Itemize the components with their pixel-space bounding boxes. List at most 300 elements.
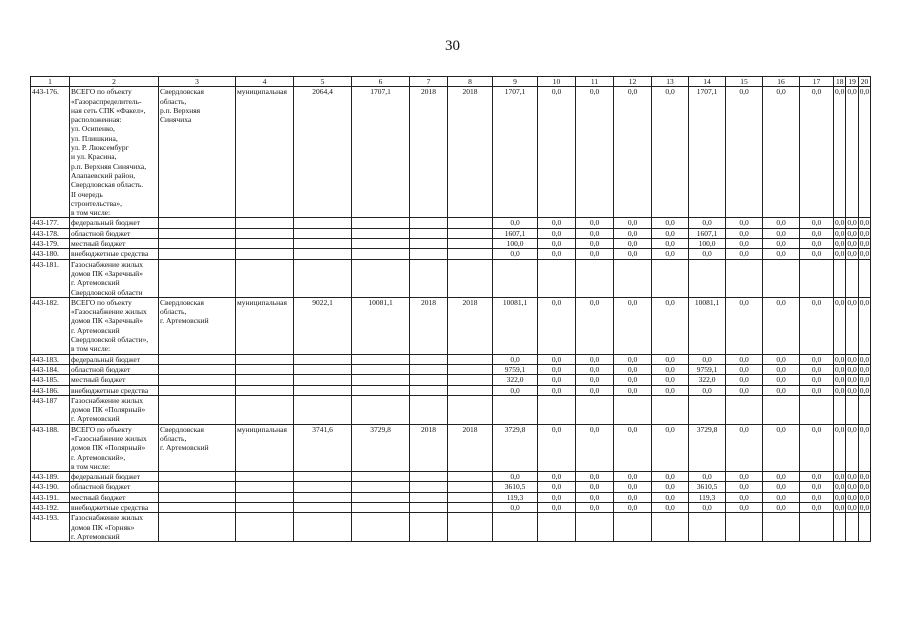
table-cell: 0,0 bbox=[800, 424, 834, 471]
table-cell bbox=[352, 239, 410, 249]
table-cell: 0,0 bbox=[763, 228, 800, 238]
table-cell: 0,0 bbox=[726, 364, 763, 374]
table-cell: 322,0 bbox=[493, 375, 538, 385]
table-cell: 0,0 bbox=[726, 249, 763, 259]
table-cell bbox=[352, 249, 410, 259]
table-row bbox=[31, 218, 871, 228]
table-cell: 10081,1 bbox=[493, 297, 538, 354]
table-cell: 0,0 bbox=[763, 424, 800, 471]
table-cell: 2018 bbox=[410, 87, 448, 218]
table-cell: 0,0 bbox=[847, 228, 857, 238]
table-cell: 0,0 bbox=[726, 218, 763, 228]
table-cell bbox=[448, 395, 493, 424]
table-row bbox=[31, 259, 871, 297]
table-cell bbox=[493, 395, 538, 424]
table-cell: 0,0 bbox=[763, 492, 800, 502]
table-cell: 0,0 bbox=[800, 228, 834, 238]
table-cell: 0,0 bbox=[846, 297, 858, 354]
table-cell: 0,0 bbox=[576, 375, 614, 385]
table-cell: 0,0 bbox=[763, 375, 800, 385]
table-cell: 0,0 bbox=[689, 354, 726, 364]
table-cell bbox=[159, 385, 236, 395]
table-cell: 443-179. bbox=[31, 239, 70, 249]
table-cell: 0,0 bbox=[763, 297, 800, 354]
table-cell bbox=[763, 395, 800, 424]
table-cell: 443-191. bbox=[31, 492, 70, 502]
table-cell: 0,0 bbox=[614, 503, 652, 513]
table-cell: 0,0 bbox=[726, 239, 763, 249]
table-cell: 0,0 bbox=[652, 354, 689, 364]
program-table bbox=[30, 76, 871, 542]
table-cell bbox=[576, 395, 614, 424]
table-row bbox=[31, 424, 871, 471]
table-cell: 0,0 bbox=[576, 249, 614, 259]
table-cell: федеральный бюджет bbox=[70, 218, 159, 228]
table-cell bbox=[352, 228, 410, 238]
table-cell: 9759,1 bbox=[689, 364, 726, 374]
table-cell bbox=[410, 218, 448, 228]
table-cell bbox=[410, 513, 448, 542]
table-cell: внебюджетные средства bbox=[70, 503, 159, 513]
column-number: 1 bbox=[31, 77, 70, 87]
table-cell bbox=[352, 492, 410, 502]
table-cell: 10081,1 bbox=[352, 297, 410, 354]
table-cell: 0,0 bbox=[800, 472, 834, 482]
table-cell: 0,0 bbox=[846, 87, 858, 218]
table-cell: 0,0 bbox=[538, 297, 576, 354]
table-cell: 0,0 bbox=[576, 364, 614, 374]
table-cell bbox=[236, 364, 294, 374]
table-row bbox=[31, 472, 871, 482]
table-cell: 0,0 bbox=[847, 364, 857, 374]
table-cell: 0,0 bbox=[835, 492, 845, 502]
table-cell: 443-192. bbox=[31, 503, 70, 513]
table-cell: 0,0 bbox=[689, 249, 726, 259]
table-cell: 443-177. bbox=[31, 218, 70, 228]
table-cell bbox=[352, 472, 410, 482]
column-number: 20 bbox=[858, 77, 870, 87]
table-cell: 0,0 bbox=[538, 482, 576, 492]
table-cell: 0,0 bbox=[614, 482, 652, 492]
table-cell: 443-184. bbox=[31, 364, 70, 374]
table-cell: внебюджетные средства bbox=[70, 249, 159, 259]
table-cell: 0,0 bbox=[493, 503, 538, 513]
table-cell: 0,0 bbox=[859, 472, 870, 482]
table-cell: 0,0 bbox=[859, 249, 870, 259]
table-cell: 0,0 bbox=[763, 482, 800, 492]
table-cell bbox=[410, 354, 448, 364]
column-number: 4 bbox=[236, 77, 294, 87]
table-cell: ВСЕГО по объекту «Газоснабжение жилых домов ПК «Заречный» г. Артемовский Свердловской области», в том числе: bbox=[70, 297, 159, 354]
table-cell: местный бюджет bbox=[70, 492, 159, 502]
table-cell bbox=[294, 239, 352, 249]
table-cell: 0,0 bbox=[538, 249, 576, 259]
table-cell bbox=[858, 395, 870, 424]
table-cell: 0,0 bbox=[859, 492, 870, 502]
table-cell: 0,0 bbox=[726, 492, 763, 502]
table-cell bbox=[294, 492, 352, 502]
column-number: 6 bbox=[352, 77, 410, 87]
table-cell bbox=[538, 259, 576, 297]
table-cell bbox=[352, 513, 410, 542]
table-cell: 0,0 bbox=[614, 424, 652, 471]
table-cell: муниципальная bbox=[236, 424, 294, 471]
column-number: 7 bbox=[410, 77, 448, 87]
table-cell: 0,0 bbox=[652, 375, 689, 385]
table-cell: 0,0 bbox=[859, 228, 870, 238]
table-cell: 0,0 bbox=[726, 424, 763, 471]
table-cell: 0,0 bbox=[726, 375, 763, 385]
table-row bbox=[31, 482, 871, 492]
table-cell: 0,0 bbox=[576, 385, 614, 395]
table-cell: 0,0 bbox=[859, 385, 870, 395]
table-cell: 0,0 bbox=[800, 354, 834, 364]
table-cell bbox=[159, 218, 236, 228]
table-cell: 443-193. bbox=[31, 513, 70, 542]
column-number: 16 bbox=[763, 77, 800, 87]
table-cell bbox=[448, 375, 493, 385]
table-cell bbox=[410, 395, 448, 424]
table-cell bbox=[410, 472, 448, 482]
table-cell: 0,0 bbox=[834, 87, 846, 218]
table-row bbox=[31, 513, 871, 542]
table-cell: 0,0 bbox=[835, 364, 845, 374]
table-cell bbox=[294, 228, 352, 238]
table-cell: 1707,1 bbox=[352, 87, 410, 218]
table-cell: 0,0 bbox=[652, 492, 689, 502]
table-cell: 0,0 bbox=[847, 482, 857, 492]
table-cell: 0,0 bbox=[576, 87, 614, 218]
table-cell: 0,0 bbox=[614, 239, 652, 249]
table-cell: 443-188. bbox=[31, 424, 70, 471]
table-cell: 0,0 bbox=[763, 239, 800, 249]
table-cell: 0,0 bbox=[800, 503, 834, 513]
table-cell: 0,0 bbox=[576, 218, 614, 228]
table-cell bbox=[236, 513, 294, 542]
table-cell bbox=[159, 364, 236, 374]
table-cell: 0,0 bbox=[763, 354, 800, 364]
table-cell bbox=[352, 218, 410, 228]
column-number: 11 bbox=[576, 77, 614, 87]
table-cell: федеральный бюджет bbox=[70, 472, 159, 482]
table-cell bbox=[159, 228, 236, 238]
table-cell bbox=[294, 482, 352, 492]
table-cell: 0,0 bbox=[800, 218, 834, 228]
table-cell: 0,0 bbox=[493, 218, 538, 228]
table-cell: Газоснабжение жилых домов ПК «Полярный» г. Артемовский bbox=[70, 395, 159, 424]
table-cell bbox=[236, 218, 294, 228]
table-cell: 3741,6 bbox=[294, 424, 352, 471]
table-cell: 0,0 bbox=[576, 472, 614, 482]
table-cell: 0,0 bbox=[689, 218, 726, 228]
table-cell: Свердловская область, г. Артемовский bbox=[159, 424, 236, 471]
table-cell bbox=[410, 249, 448, 259]
table-cell: 0,0 bbox=[652, 424, 689, 471]
table-cell: 0,0 bbox=[652, 87, 689, 218]
table-cell bbox=[159, 395, 236, 424]
table-cell: Свердловская область, р.п. Верхняя Синячиха bbox=[159, 87, 236, 218]
table-cell: 0,0 bbox=[614, 87, 652, 218]
table-cell bbox=[576, 513, 614, 542]
table-cell: 0,0 bbox=[847, 492, 857, 502]
table-cell: 0,0 bbox=[726, 385, 763, 395]
table-cell bbox=[448, 249, 493, 259]
table-row bbox=[31, 239, 871, 249]
table-row bbox=[31, 375, 871, 385]
table-cell: 0,0 bbox=[576, 297, 614, 354]
table-cell bbox=[448, 492, 493, 502]
table-cell: 0,0 bbox=[652, 218, 689, 228]
table-cell bbox=[448, 364, 493, 374]
table-cell: 0,0 bbox=[726, 482, 763, 492]
table-cell: 3729,8 bbox=[493, 424, 538, 471]
table-cell bbox=[800, 513, 834, 542]
table-cell: 0,0 bbox=[835, 228, 845, 238]
table-cell bbox=[448, 218, 493, 228]
table-cell: 0,0 bbox=[763, 503, 800, 513]
table-cell bbox=[800, 259, 834, 297]
table-cell: 0,0 bbox=[652, 297, 689, 354]
table-cell bbox=[236, 385, 294, 395]
table-cell: 0,0 bbox=[652, 239, 689, 249]
table-cell bbox=[448, 482, 493, 492]
table-cell: 0,0 bbox=[538, 364, 576, 374]
table-cell bbox=[410, 259, 448, 297]
table-cell bbox=[159, 239, 236, 249]
table-cell: 0,0 bbox=[614, 492, 652, 502]
table-cell: 2018 bbox=[410, 424, 448, 471]
table-cell: 0,0 bbox=[859, 354, 870, 364]
table-cell bbox=[236, 228, 294, 238]
table-cell bbox=[448, 354, 493, 364]
table-cell: 0,0 bbox=[800, 482, 834, 492]
table-cell: 443-182. bbox=[31, 297, 70, 354]
table-cell: 0,0 bbox=[726, 472, 763, 482]
table-cell: 119,3 bbox=[493, 492, 538, 502]
table-cell: 119,3 bbox=[689, 492, 726, 502]
table-cell bbox=[294, 513, 352, 542]
column-number: 18 bbox=[834, 77, 846, 87]
table-cell bbox=[294, 249, 352, 259]
table-cell: 1607,1 bbox=[689, 228, 726, 238]
table-cell: 0,0 bbox=[835, 218, 845, 228]
table-cell: 2018 bbox=[448, 297, 493, 354]
table-cell: 2018 bbox=[410, 297, 448, 354]
column-number: 19 bbox=[846, 77, 858, 87]
table-cell: 0,0 bbox=[652, 385, 689, 395]
table-cell bbox=[614, 395, 652, 424]
table-cell: 0,0 bbox=[614, 228, 652, 238]
table-cell bbox=[726, 513, 763, 542]
table-cell bbox=[652, 513, 689, 542]
table-cell bbox=[236, 503, 294, 513]
table-cell: 1707,1 bbox=[493, 87, 538, 218]
column-number: 3 bbox=[159, 77, 236, 87]
table-cell bbox=[352, 375, 410, 385]
table-cell: 0,0 bbox=[847, 375, 857, 385]
table-cell bbox=[236, 354, 294, 364]
table-cell: 0,0 bbox=[726, 503, 763, 513]
table-cell: 0,0 bbox=[538, 472, 576, 482]
table-cell: 0,0 bbox=[576, 239, 614, 249]
table-cell: 0,0 bbox=[614, 385, 652, 395]
table-cell: 0,0 bbox=[726, 297, 763, 354]
table-cell: 0,0 bbox=[835, 375, 845, 385]
table-cell: 0,0 bbox=[859, 375, 870, 385]
table-cell: ВСЕГО по объекту «Газоснабжение жилых домов ПК «Полярный» г. Артемовский», в том числе: bbox=[70, 424, 159, 471]
table-cell bbox=[538, 395, 576, 424]
table-cell bbox=[576, 259, 614, 297]
table-cell bbox=[448, 239, 493, 249]
table-row bbox=[31, 492, 871, 502]
table-cell bbox=[858, 513, 870, 542]
table-cell bbox=[493, 259, 538, 297]
table-cell bbox=[236, 472, 294, 482]
table-cell: 0,0 bbox=[835, 503, 845, 513]
table-cell: муниципальная bbox=[236, 297, 294, 354]
table-cell: 100,0 bbox=[689, 239, 726, 249]
table-cell: 0,0 bbox=[493, 385, 538, 395]
table-row bbox=[31, 297, 871, 354]
table-cell bbox=[448, 385, 493, 395]
table-cell bbox=[236, 249, 294, 259]
table-cell: 100,0 bbox=[493, 239, 538, 249]
table-cell: 0,0 bbox=[652, 503, 689, 513]
table-cell: 0,0 bbox=[847, 503, 857, 513]
table-cell: 3729,8 bbox=[352, 424, 410, 471]
table-row bbox=[31, 354, 871, 364]
table-cell: 443-189. bbox=[31, 472, 70, 482]
table-cell bbox=[352, 482, 410, 492]
table-cell: 0,0 bbox=[614, 249, 652, 259]
table-cell: 0,0 bbox=[847, 385, 857, 395]
table-cell: 0,0 bbox=[614, 354, 652, 364]
table-cell: 0,0 bbox=[858, 87, 870, 218]
column-number: 5 bbox=[294, 77, 352, 87]
table-cell: 0,0 bbox=[576, 482, 614, 492]
table-cell: 1607,1 bbox=[493, 228, 538, 238]
table-cell bbox=[410, 482, 448, 492]
table-cell: 0,0 bbox=[763, 385, 800, 395]
table-cell bbox=[294, 354, 352, 364]
column-number: 14 bbox=[689, 77, 726, 87]
table-cell bbox=[689, 395, 726, 424]
table-cell: 0,0 bbox=[576, 228, 614, 238]
table-cell: 9759,1 bbox=[493, 364, 538, 374]
table-row bbox=[31, 503, 871, 513]
table-cell bbox=[352, 385, 410, 395]
table-cell bbox=[652, 259, 689, 297]
table-cell bbox=[236, 395, 294, 424]
table-cell: 443-183. bbox=[31, 354, 70, 364]
table-cell bbox=[410, 375, 448, 385]
table-cell bbox=[689, 259, 726, 297]
table-cell: областной бюджет bbox=[70, 228, 159, 238]
table-cell: 3729,8 bbox=[689, 424, 726, 471]
table-cell bbox=[236, 259, 294, 297]
table-cell: 0,0 bbox=[652, 482, 689, 492]
table-cell bbox=[294, 395, 352, 424]
table-cell: 0,0 bbox=[835, 472, 845, 482]
table-cell bbox=[159, 513, 236, 542]
table-cell: Свердловская область, г. Артемовский bbox=[159, 297, 236, 354]
table-cell: 443-181. bbox=[31, 259, 70, 297]
table-cell: 0,0 bbox=[576, 354, 614, 364]
table-cell bbox=[352, 503, 410, 513]
table-cell: 0,0 bbox=[538, 375, 576, 385]
table-row bbox=[31, 87, 871, 218]
column-number-row bbox=[31, 77, 871, 87]
table-row bbox=[31, 395, 871, 424]
table-cell: 443-180. bbox=[31, 249, 70, 259]
table-cell: 0,0 bbox=[847, 218, 857, 228]
table-cell: 0,0 bbox=[614, 375, 652, 385]
table-cell: 0,0 bbox=[800, 492, 834, 502]
table-cell: 0,0 bbox=[835, 239, 845, 249]
table-cell: 0,0 bbox=[652, 364, 689, 374]
table-cell: 0,0 bbox=[858, 424, 870, 471]
table-cell bbox=[294, 385, 352, 395]
table-cell: федеральный бюджет bbox=[70, 354, 159, 364]
table-row bbox=[31, 249, 871, 259]
table-cell bbox=[352, 364, 410, 374]
table-cell: 443-190. bbox=[31, 482, 70, 492]
table-cell: 3610,5 bbox=[689, 482, 726, 492]
column-number: 15 bbox=[726, 77, 763, 87]
table-cell: Газоснабжение жилых домов ПК «Горняк» г. Артемовский bbox=[70, 513, 159, 542]
table-cell bbox=[294, 259, 352, 297]
table-cell: 443-178. bbox=[31, 228, 70, 238]
table-cell bbox=[159, 259, 236, 297]
table-cell bbox=[652, 395, 689, 424]
table-cell: 0,0 bbox=[652, 472, 689, 482]
table-cell: 0,0 bbox=[763, 472, 800, 482]
table-cell bbox=[448, 228, 493, 238]
table-cell: 0,0 bbox=[538, 424, 576, 471]
table-cell bbox=[294, 364, 352, 374]
table-cell bbox=[846, 513, 858, 542]
table-cell: 0,0 bbox=[859, 239, 870, 249]
table-cell: 0,0 bbox=[800, 249, 834, 259]
table-cell: 0,0 bbox=[834, 424, 846, 471]
table-cell bbox=[493, 513, 538, 542]
table-cell bbox=[410, 503, 448, 513]
table-cell: ВСЕГО по объекту «Газораспределитель- ная сеть СПК «Факел», расположенная: ул. Осипенко, ул. Плишкина, ул. Р. Люксембург и ул. Красина, р.п. Верхняя Синячиха, Алапаевский район, Свердловская область. II очередь строительства», в том числе: bbox=[70, 87, 159, 218]
table-cell bbox=[352, 259, 410, 297]
table-cell: местный бюджет bbox=[70, 239, 159, 249]
table-cell bbox=[846, 259, 858, 297]
table-cell: 0,0 bbox=[859, 218, 870, 228]
table-cell bbox=[834, 259, 846, 297]
table-cell: 0,0 bbox=[538, 239, 576, 249]
table-cell bbox=[236, 492, 294, 502]
table-cell bbox=[448, 472, 493, 482]
table-cell: 3610,5 bbox=[493, 482, 538, 492]
table-cell bbox=[858, 259, 870, 297]
table-cell: 10081,1 bbox=[689, 297, 726, 354]
table-cell: Газоснабжение жилых домов ПК «Заречный» г. Артемовский Свердловской области bbox=[70, 259, 159, 297]
table-cell bbox=[726, 395, 763, 424]
table-cell: 0,0 bbox=[835, 354, 845, 364]
table-cell: 0,0 bbox=[576, 424, 614, 471]
table-cell bbox=[159, 482, 236, 492]
table-cell bbox=[538, 513, 576, 542]
table-cell: 0,0 bbox=[614, 364, 652, 374]
table-cell bbox=[159, 492, 236, 502]
table-cell: 322,0 bbox=[689, 375, 726, 385]
table-cell: 0,0 bbox=[538, 503, 576, 513]
table-cell: 0,0 bbox=[800, 297, 834, 354]
